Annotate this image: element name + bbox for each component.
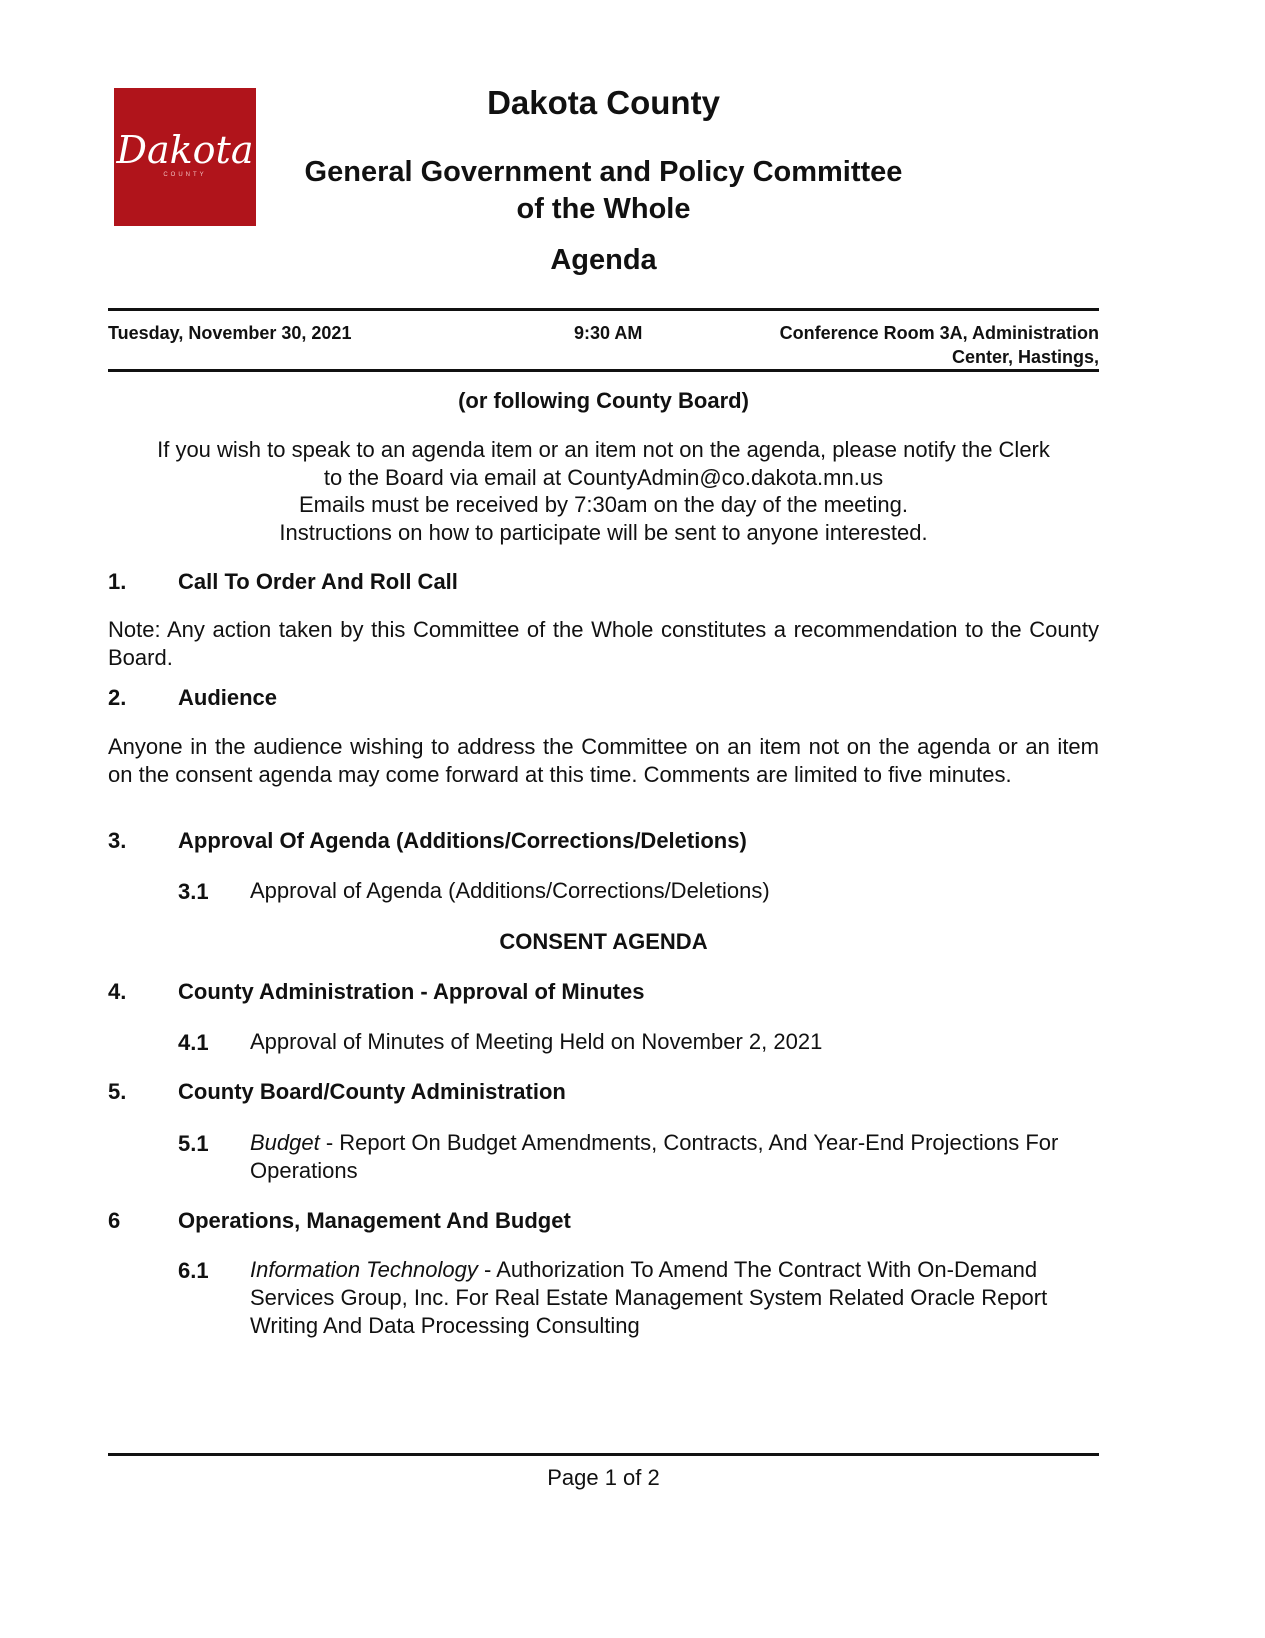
meeting-time: 9:30 AM bbox=[574, 323, 643, 343]
section-text: Note: Any action taken by this Committee of the Whole constitutes a recommendation to the County Board. bbox=[108, 617, 1099, 670]
committee-title-1: General Government and Policy Committee bbox=[304, 156, 903, 188]
section-number: 6 bbox=[108, 1208, 121, 1233]
page-number: Page 1 of 2 bbox=[547, 1465, 660, 1490]
section-title: Call To Order And Roll Call bbox=[178, 569, 458, 594]
item-number: 6.1 bbox=[178, 1258, 209, 1283]
item-description: - Report On Budget Amendments, Contracts, And Year-End Projections For Operations bbox=[250, 1130, 1059, 1183]
item-department: Information Technology bbox=[250, 1257, 478, 1282]
notice-line: Emails must be received by 7:30am on the day of the meeting. bbox=[299, 492, 908, 517]
meeting-date: Tuesday, November 30, 2021 bbox=[108, 323, 352, 343]
logo-county: COUNTY bbox=[163, 172, 207, 178]
divider bbox=[108, 369, 1099, 372]
section-number: 4. bbox=[108, 979, 127, 1004]
item-text[interactable] bbox=[250, 1129, 1100, 1185]
section-title: County Administration - Approval of Minutes bbox=[178, 979, 645, 1004]
section-number: 2. bbox=[108, 685, 127, 710]
item-text[interactable]: Approval of Agenda (Additions/Corrections/Deletions) bbox=[250, 878, 770, 903]
section-title: Operations, Management And Budget bbox=[178, 1208, 571, 1233]
section-title: Approval Of Agenda (Additions/Corrections/Deletions) bbox=[178, 828, 747, 853]
meeting-note: (or following County Board) bbox=[458, 388, 749, 413]
item-text[interactable]: Approval of Minutes of Meeting Held on November 2, 2021 bbox=[250, 1029, 823, 1054]
section-title: County Board/County Administration bbox=[178, 1079, 566, 1104]
section-title: Audience bbox=[178, 685, 278, 710]
meeting-location-1: Conference Room 3A, Administration bbox=[779, 323, 1099, 343]
item-department: Budget bbox=[250, 1130, 320, 1155]
meeting-location-2: Center, Hastings, bbox=[951, 347, 1099, 367]
section-number: 5. bbox=[108, 1079, 127, 1104]
notice-line: If you wish to speak to an agenda item or an item not on the agenda, please notify the Clerk bbox=[157, 437, 1050, 462]
item-text[interactable] bbox=[250, 1256, 1100, 1340]
section-number: 1. bbox=[108, 569, 127, 594]
section-number: 3. bbox=[108, 828, 127, 853]
item-number: 4.1 bbox=[178, 1030, 209, 1055]
divider bbox=[108, 308, 1099, 311]
section-text: Anyone in the audience wishing to address the Committee on an item not on the agenda or an item on the consent agenda may come forward at this time. Comments are limited to five minutes. bbox=[108, 734, 1099, 787]
footer-divider bbox=[108, 1453, 1099, 1456]
notice bbox=[108, 436, 1099, 546]
doc-type: Agenda bbox=[550, 244, 657, 276]
item-description: - Authorization To Amend The Contract With On-Demand Services Group, Inc. For Real Estate Management System Related Oracle Report Writing And Data Processing Consulting bbox=[250, 1257, 1048, 1338]
logo-script: Dakota bbox=[116, 128, 254, 172]
item-number: 3.1 bbox=[178, 879, 209, 904]
item-number: 5.1 bbox=[178, 1131, 209, 1156]
org-title: Dakota County bbox=[487, 84, 720, 121]
notice-line: to the Board via email at CountyAdmin@co.dakota.mn.us bbox=[323, 464, 884, 490]
consent-agenda-heading: CONSENT AGENDA bbox=[499, 929, 708, 954]
committee-title-2: of the Whole bbox=[516, 193, 691, 225]
notice-line: Instructions on how to participate will be sent to anyone interested. bbox=[279, 519, 928, 545]
